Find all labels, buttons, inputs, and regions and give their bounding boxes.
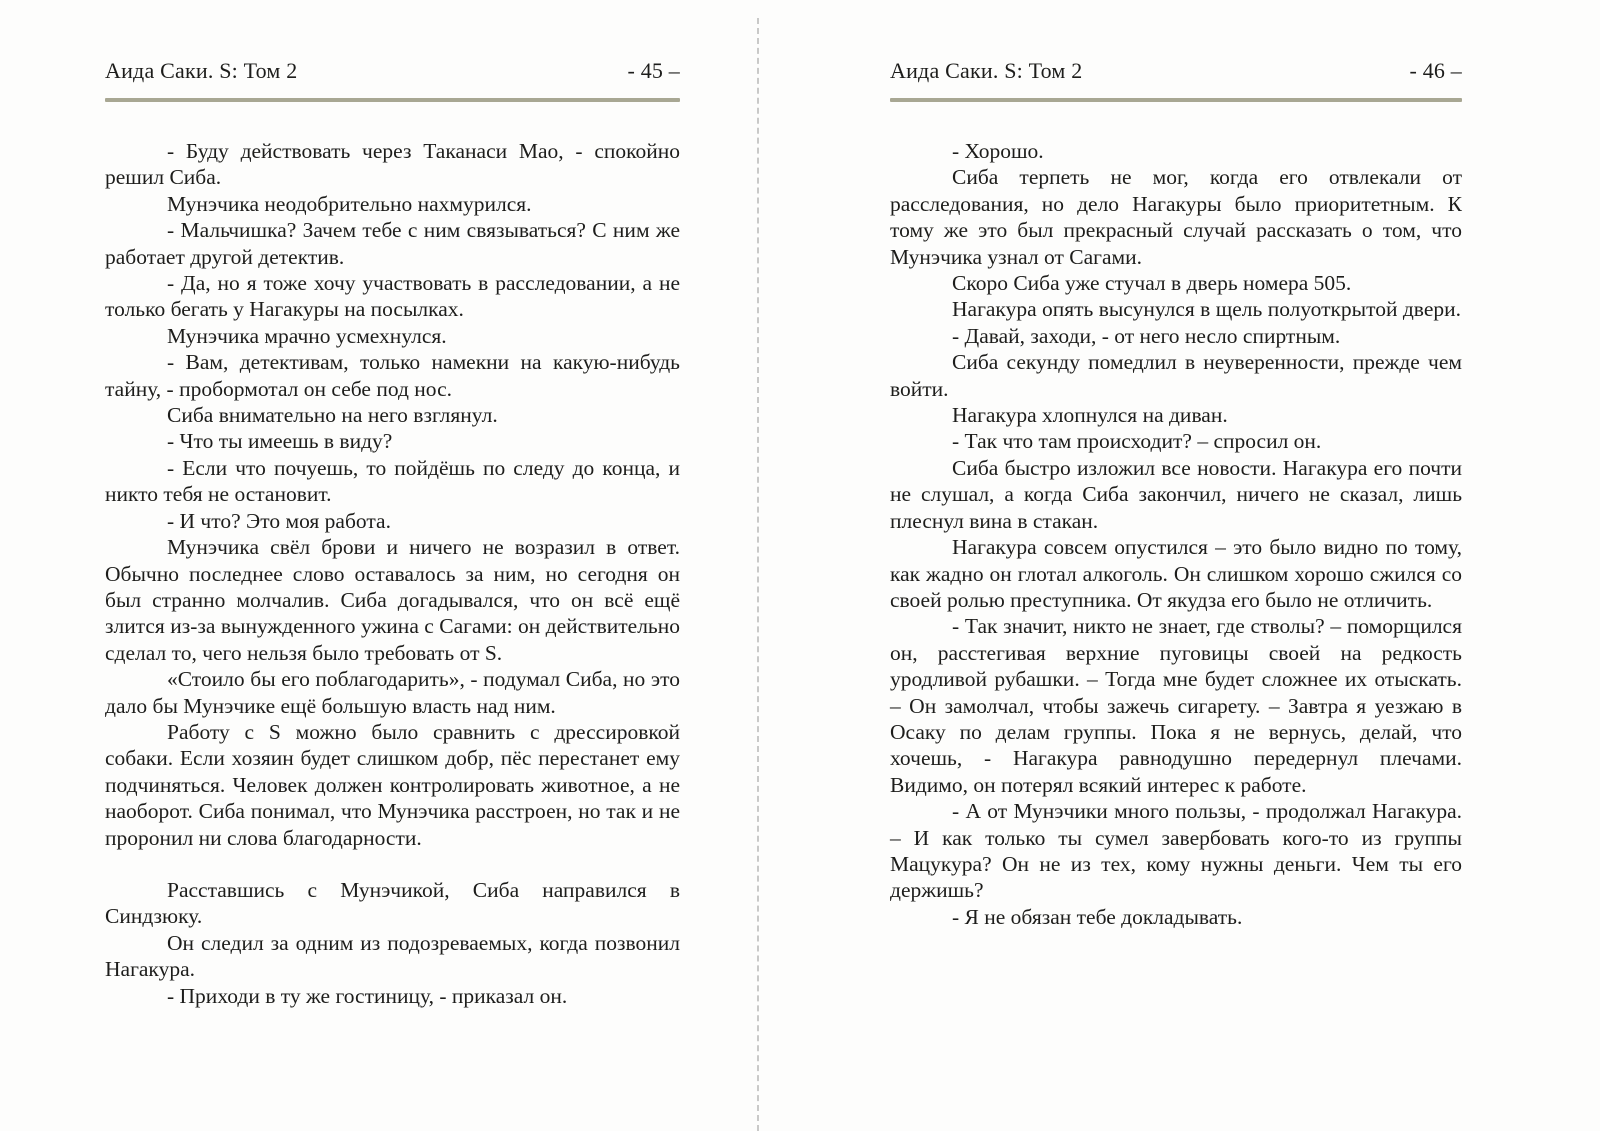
paragraph: - Я не обязан тебе докладывать. [952,904,1243,929]
page-header [105,58,680,84]
paragraph: - Буду действовать через Таканаси Мао, - спокойно решил Сиба. [105,139,680,190]
paragraph: Мунэчика мрачно усмехнулся. [167,323,447,348]
running-title: Аида Саки. S: Том 2 [890,58,1083,83]
paragraph: - И что? Это моя работа. [167,508,391,533]
paragraph: Сиба внимательно на него взглянул. [167,403,498,428]
paragraph: - Так значит, никто не знает, где стволы? – поморщился он, расстегивая верхние пуговицы своей на редкость уродливой рубашки. – Тогда мне будет сложнее их отыскать. – Он замолчал, чтобы зажечь сигарету. – Завтра я уезжаю в Осаку по делам группы. Пока я не вернусь, делай, что хочешь, - Нагакура равнодушно передернул плечами. Видимо, он потерял всякий интерес к работе. [890,614,1462,797]
paragraph: - Мальчишка? Зачем тебе с ним связываться? С ним же работает другой детектив. [105,218,680,269]
paragraph: Сиба секунду помедлил в неуверенности, прежде чем войти. [890,350,1462,401]
paragraph: Работу с S можно было сравнить с дрессировкой собаки. Если хозяин будет слишком добр, пёс перестанет ему подчиняться. Человек должен контролировать животное, а не наоборот. Сиба понимал, что Мунэчика расстроен, но так и не проронил ни слова благодарности. [105,719,680,850]
page-body [105,138,680,1009]
paragraph: «Стоило бы его поблагодарить», - подумал Сиба, но это дало бы Мунэчике ещё большую власть над ним. [105,667,680,718]
paragraph: - Так что там происходит? – спросил он. [952,429,1322,454]
page-gutter-divider [757,18,759,1131]
paragraph: Скоро Сиба уже стучал в дверь номера 505. [952,271,1352,296]
paragraph: - Что ты имеешь в виду? [167,429,393,454]
paragraph: - Приходи в ту же гостиницу, - приказал он. [167,983,568,1008]
paragraph: - Да, но я тоже хочу участвовать в расследовании, а не только бегать у Нагакуры на посылках. [105,271,680,322]
page-number: - 45 – [627,58,680,83]
paragraph: Расставшись с Мунэчикой, Сиба направился в Синдзюку. [105,877,680,929]
page-body [890,138,1462,930]
header-rule [105,98,680,102]
paragraph: Он следил за одним из подозреваемых, когда позвонил Нагакура. [105,930,680,982]
paragraph: - Хорошо. [952,139,1044,163]
paragraph: - Давай, заходи, - от него несло спиртным. [952,323,1341,348]
paragraph: - Если что почуешь, то пойдёшь по следу до конца, и никто тебя не остановит. [105,455,680,507]
paragraph: Сиба терпеть не мог, когда его отвлекали от расследования, но дело Нагакуры было приоритетным. К тому же это был прекрасный случай рассказать о том, что Мунэчика узнал от Сагами. [890,165,1462,269]
paragraph: - Вам, детективам, только намекни на какую-нибудь тайну, - пробормотал он себе под нос. [105,350,680,401]
paragraph: Нагакура опять высунулся в щель полуоткрытой двери. [952,297,1461,322]
page-header [890,58,1462,84]
page-right [800,0,1600,1131]
header-rule [890,98,1462,102]
running-title: Аида Саки. S: Том 2 [105,58,298,83]
paragraph: Сиба быстро изложил все новости. Нагакура его почти не слушал, а когда Сиба закончил, ничего не сказал, лишь плеснул вина в стакан. [890,455,1462,533]
paragraph: Мунэчика свёл брови и ничего не возразил в ответ. Обычно последнее слово оставалось за ним, но сегодня он был странно молчалив. Сиба догадывался, что он всё ещё злится из-за вынужденного ужина с Сагами: он действительно сделал то, чего нельзя было требовать от S. [105,535,680,665]
paragraph: Мунэчика неодобрительно нахмурился. [167,191,532,216]
paragraph: - А от Мунэчики много пользы, - продолжал Нагакура. – И как только ты сумел завербовать кого-то из группы Мацукура? Он не из тех, кому нужны деньги. Чем ты его держишь? [890,799,1462,903]
page-number: - 46 – [1409,58,1462,83]
paragraph: Нагакура совсем опустился – это было видно по тому, как жадно он глотал алкоголь. Он слишком хорошо сжился со своей ролью преступника. От якудза его было не отличить. [890,535,1462,612]
paragraph: Нагакура хлопнулся на диван. [952,403,1228,428]
